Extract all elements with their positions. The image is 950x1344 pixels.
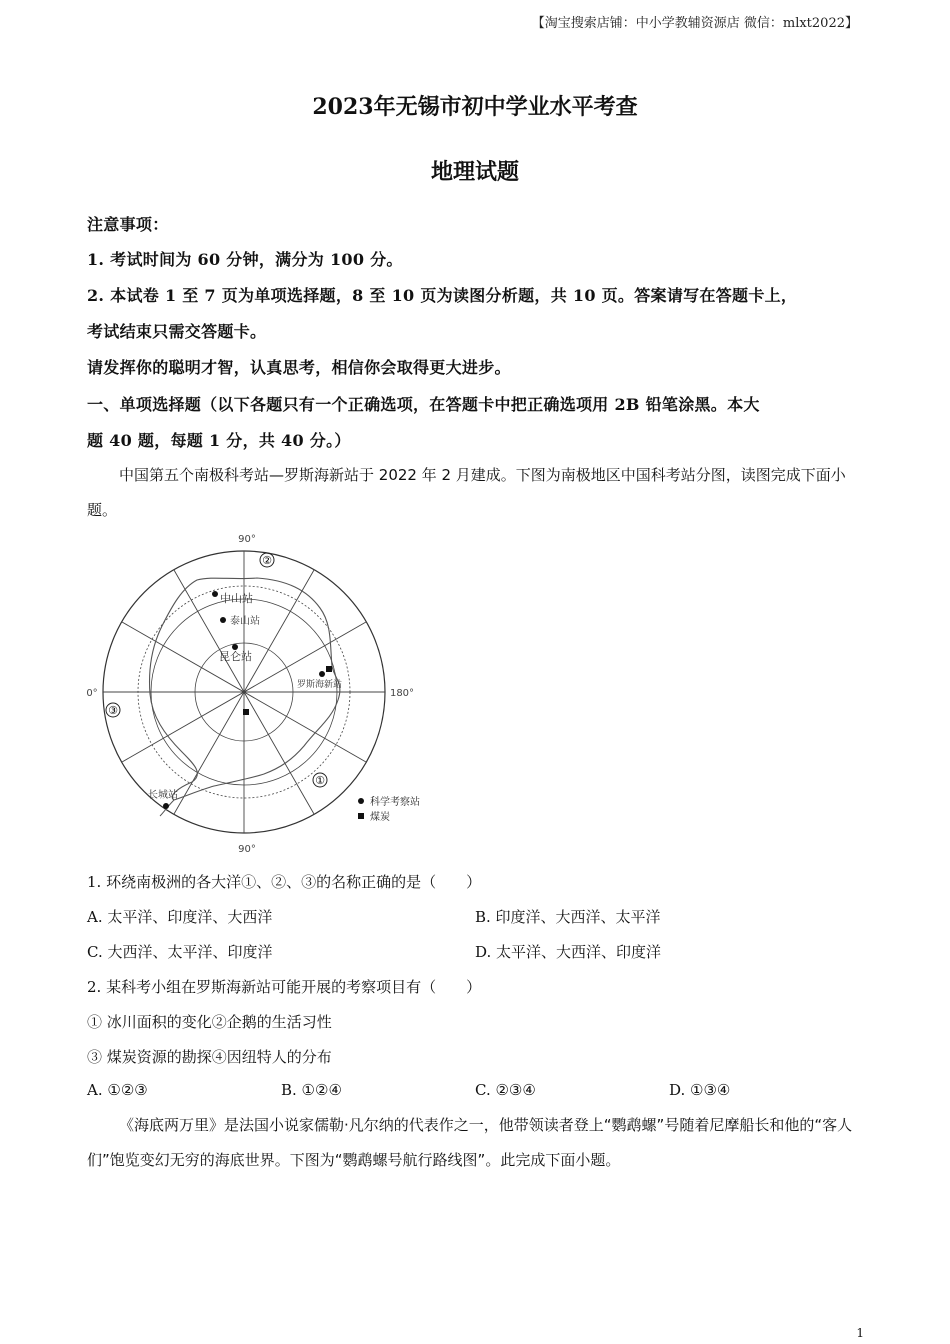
lon-label-top: 90° bbox=[238, 534, 256, 545]
exam-subtitle: 地理试题 bbox=[430, 159, 519, 185]
lon-label-left: 0° bbox=[86, 688, 98, 699]
q2-option-a: A. ①②③ bbox=[87, 1081, 148, 1099]
q2-option-d: D. ①③④ bbox=[669, 1081, 731, 1099]
q2-stem: 2. 某科考小组在罗斯海新站可能开展的考察项目有（ ） bbox=[87, 978, 482, 996]
lon-label-bottom: 90° bbox=[238, 844, 256, 855]
ocean-1-label: ① bbox=[315, 774, 325, 787]
station-luosihai-dot bbox=[319, 671, 325, 677]
q2-items-1-2: ① 冰川面积的变化②企鹅的生活习性 bbox=[87, 1013, 332, 1031]
exam-title: 2023年无锡市初中学业水平考查 bbox=[312, 94, 638, 120]
intro-paragraph-2: 《海底两万里》是法国小说家儒勒·凡尔纳的代表作之一，他带领读者登上“鹦鹉螺”号随着尼摩船长和他的“客人们”饱览变幻无穷的海底世界。下图为“鹦鹉螺号航行路线图”。此完成下面小题。 bbox=[87, 1116, 853, 1169]
station-luosihai-label: 罗斯海新站 bbox=[297, 680, 343, 690]
notice-heading: 注意事项： bbox=[87, 215, 169, 234]
legend-coal-square bbox=[358, 813, 364, 819]
station-zhongshan-label: 中山站 bbox=[220, 592, 253, 605]
shop-note: 【淘宝搜索店铺：中小学教辅资源店 微信：mlxt2022】 bbox=[531, 16, 858, 31]
station-kunlun-label: 昆仑站 bbox=[219, 650, 252, 663]
q1-option-d: D. 太平洋、大西洋、印度洋 bbox=[475, 943, 662, 961]
station-taishan-label: 泰山站 bbox=[230, 616, 260, 627]
station-zhongshan-dot bbox=[212, 591, 218, 597]
q2-items-3-4: ③ 煤炭资源的勘探④因纽特人的分布 bbox=[87, 1048, 332, 1066]
legend-station-label: 科学考察站 bbox=[370, 797, 420, 808]
antarctica-map bbox=[82, 528, 422, 858]
notice-item-2b: 考试结束只需交答题卡。 bbox=[87, 322, 267, 341]
q1-stem: 1. 环绕南极洲的各大洋①、②、③的名称正确的是（ ） bbox=[87, 873, 482, 891]
coal-near-luosihai bbox=[326, 666, 332, 672]
ocean-3-label: ③ bbox=[108, 704, 118, 717]
intro-paragraph-1: 中国第五个南极科考站—罗斯海新站于 2022 年 2 月建成。下图为南极地区中国科考站分图，读图完成下面小题。 bbox=[87, 466, 846, 519]
lon-label-right: 180° bbox=[389, 688, 415, 699]
section1-line2: 题 40 题，每题 1 分，共 40 分。） bbox=[87, 431, 351, 450]
coal-interior bbox=[243, 709, 249, 715]
notice-item-2a: 2. 本试卷 1 至 7 页为单项选择题，8 至 10 页为读图分析题，共 10 页。答案请写在答题卡上， bbox=[87, 286, 798, 305]
q2-option-c: C. ②③④ bbox=[475, 1081, 536, 1099]
station-changcheng-dot bbox=[163, 803, 169, 809]
station-changcheng-label: 长城站 bbox=[148, 790, 178, 801]
q1-option-b: B. 印度洋、大西洋、太平洋 bbox=[475, 908, 661, 926]
notice-item-1: 1. 考试时间为 60 分钟，满分为 100 分。 bbox=[87, 250, 403, 269]
legend-coal-label: 煤炭 bbox=[370, 812, 390, 823]
ocean-2-label: ② bbox=[262, 554, 272, 567]
q2-option-b: B. ①②④ bbox=[281, 1081, 342, 1099]
q1-option-a: A. 太平洋、印度洋、大西洋 bbox=[87, 908, 273, 926]
q1-option-c: C. 大西洋、太平洋、印度洋 bbox=[87, 943, 273, 961]
station-taishan-dot bbox=[220, 617, 226, 623]
section1-line1: 一、单项选择题（以下各题只有一个正确选项，在答题卡中把正确选项用 2B 铅笔涂黑。本大 bbox=[87, 395, 760, 414]
notice-encourage: 请发挥你的聪明才智，认真思考，相信你会取得更大进步。 bbox=[87, 358, 511, 377]
legend-station-dot bbox=[358, 798, 364, 804]
page-number: 1 bbox=[856, 1326, 864, 1340]
